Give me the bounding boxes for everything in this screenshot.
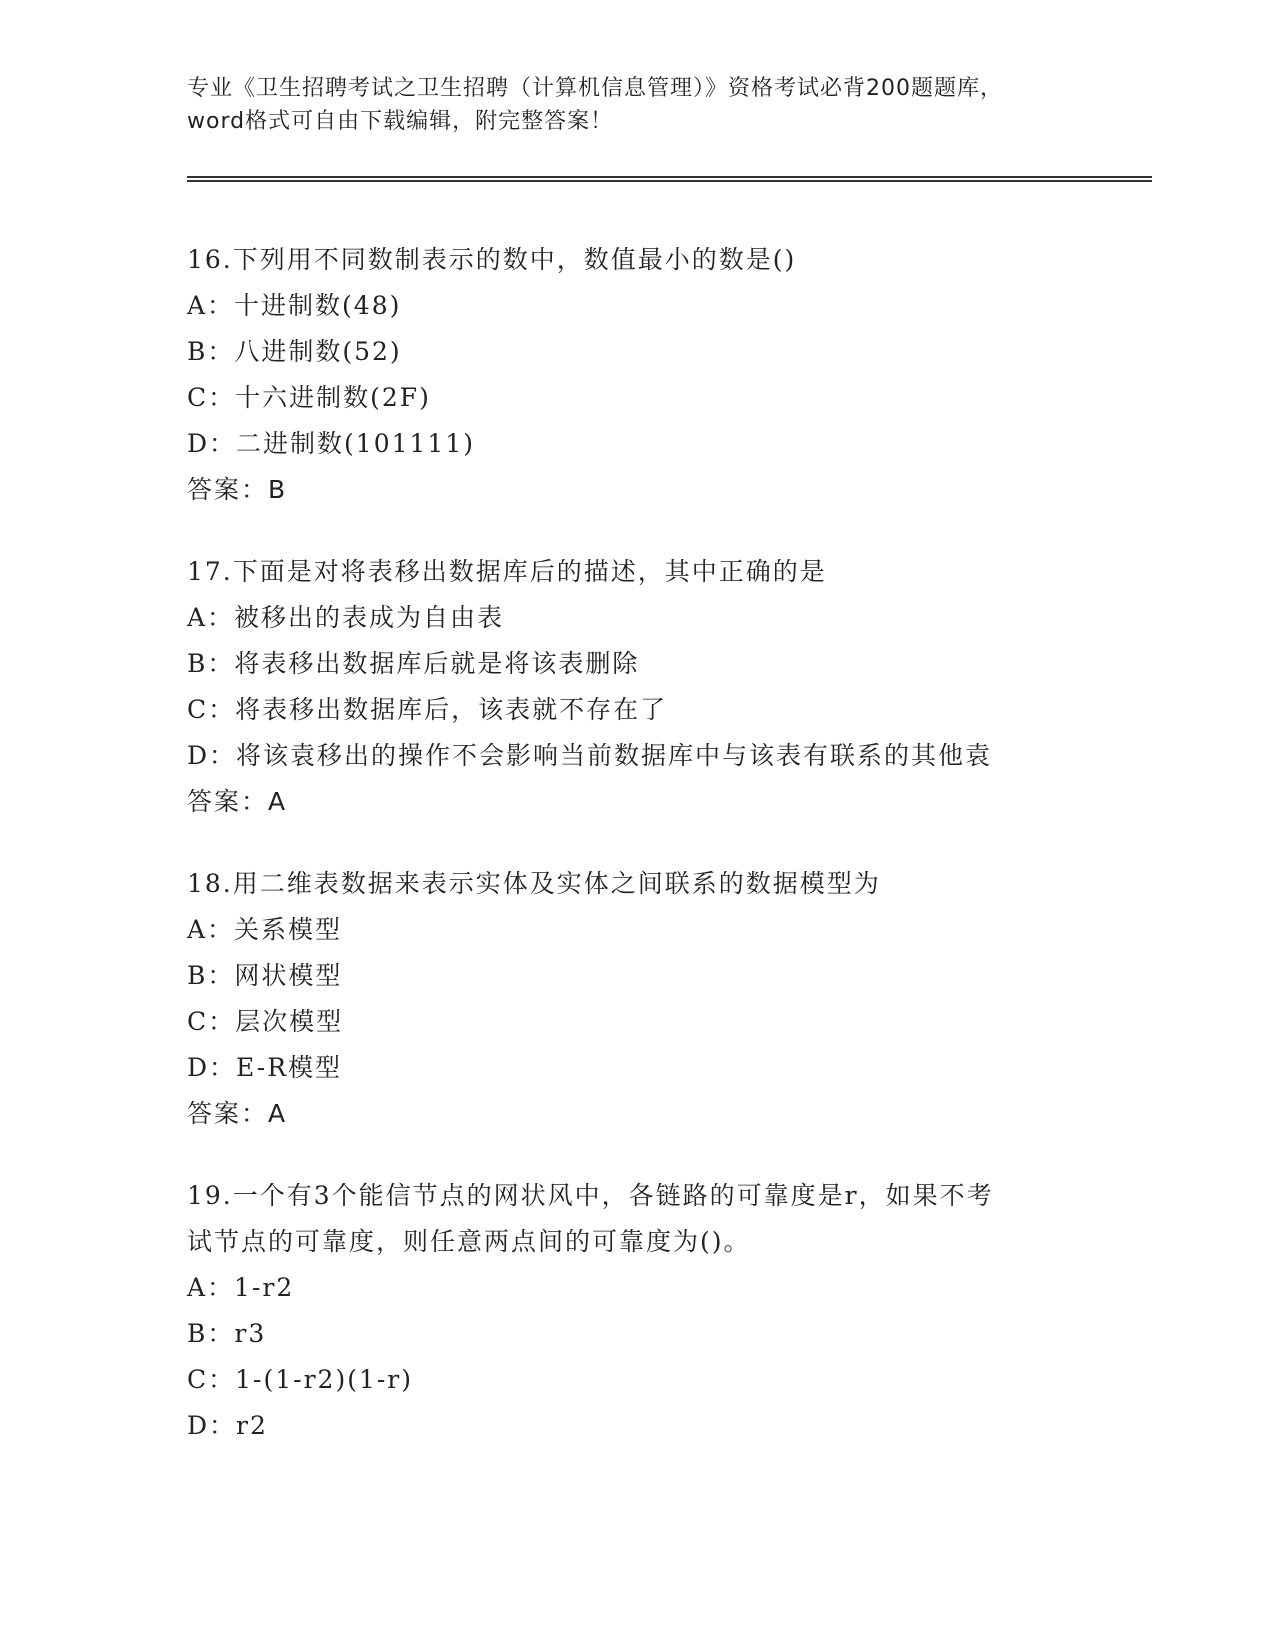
answer: 答案：A	[187, 787, 288, 816]
question-stem: 18.用二维表数据来表示实体及实体之间联系的数据模型为	[187, 869, 881, 898]
question-16	[187, 237, 1152, 513]
option-a: A：关系模型	[187, 915, 343, 944]
header-title-line-2: word格式可自由下载编辑，附完整答案！	[187, 109, 614, 134]
document-header	[187, 72, 1152, 138]
option-a: A：被移出的表成为自由表	[187, 603, 505, 632]
option-b: B：网状模型	[187, 961, 343, 990]
question-18	[187, 861, 1152, 1137]
option-a: A：十进制数(48)	[187, 291, 402, 320]
question-list	[187, 237, 1152, 1485]
answer: 答案：B	[187, 475, 288, 504]
question-stem-line-1: 19.一个有3个能信节点的网状风中，各链路的可靠度是r，如果不考	[187, 1181, 994, 1210]
option-b: B：八进制数(52)	[187, 337, 402, 366]
question-17	[187, 549, 1152, 825]
question-stem: 17.下面是对将表移出数据库后的描述，其中正确的是	[187, 557, 827, 586]
question-19	[187, 1173, 1152, 1449]
option-c: C：十六进制数(2F)	[187, 383, 431, 412]
option-b: B：r3	[187, 1319, 267, 1348]
question-stem: 16.下列用不同数制表示的数中，数值最小的数是()	[187, 245, 797, 274]
option-d: D：二进制数(101111)	[187, 429, 475, 458]
header-divider	[187, 176, 1152, 182]
option-d: D：r2	[187, 1411, 268, 1440]
header-title-line-1: 专业《卫生招聘考试之卫生招聘（计算机信息管理）》资格考试必背200题题库，	[187, 76, 1003, 101]
option-c: C：1-(1-r2)(1-r)	[187, 1365, 414, 1394]
option-b: B：将表移出数据库后就是将该表删除	[187, 649, 640, 678]
answer: 答案：A	[187, 1099, 288, 1128]
option-c: C：将表移出数据库后，该表就不存在了	[187, 695, 668, 724]
option-d: D：E-R模型	[187, 1053, 343, 1082]
option-a: A：1-r2	[187, 1273, 295, 1302]
option-c: C：层次模型	[187, 1007, 344, 1036]
question-stem-line-2: 试节点的可靠度，则任意两点间的可靠度为()。	[187, 1227, 751, 1256]
option-d: D：将该袁移出的操作不会影响当前数据库中与该表有联系的其他袁	[187, 741, 993, 770]
